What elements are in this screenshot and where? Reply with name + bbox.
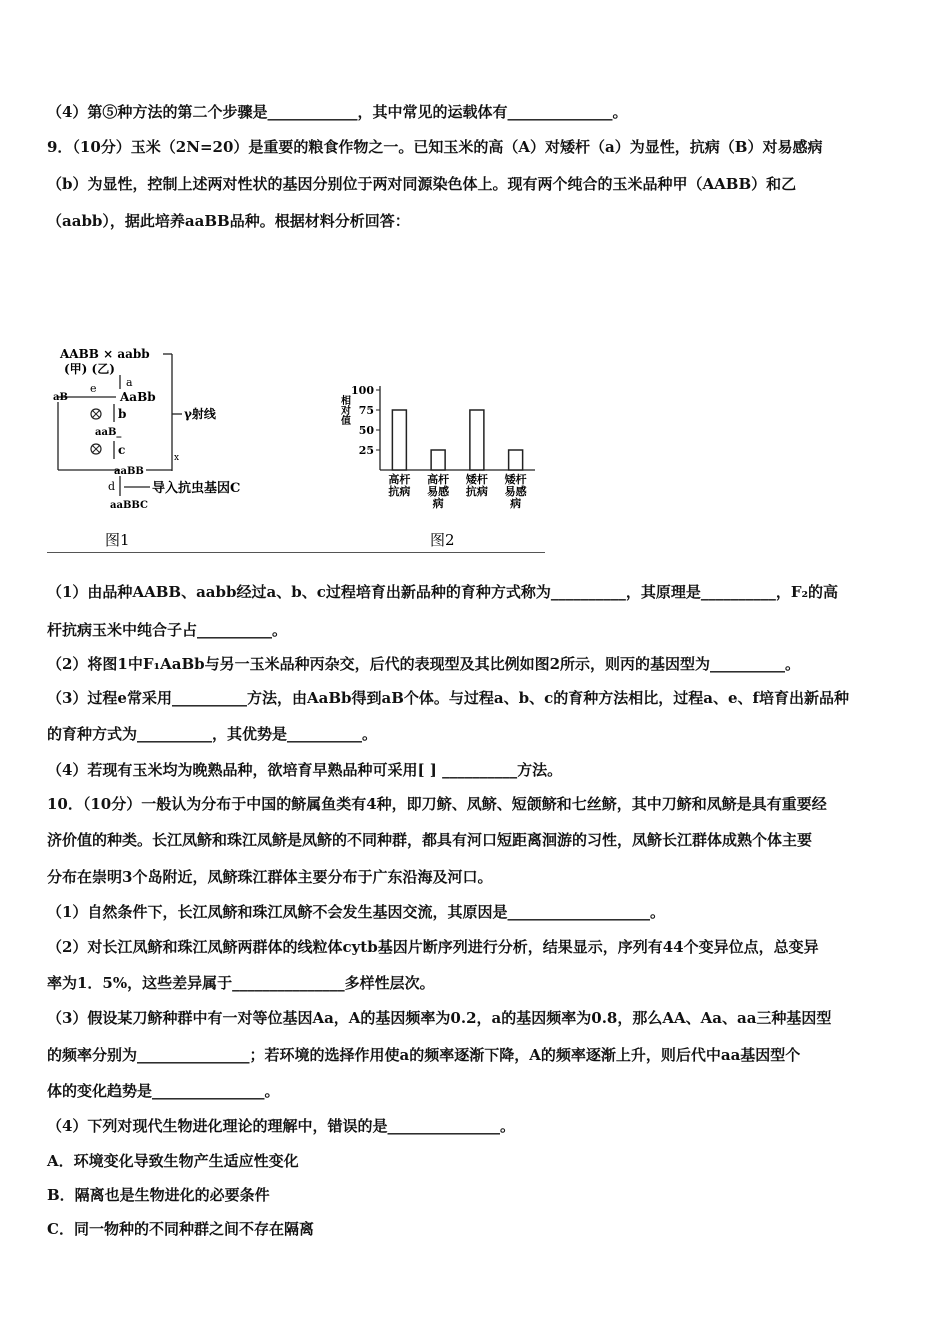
fig2-bar: [470, 410, 484, 470]
question-9-part-1-line-2: 杆抗病玉米中纯合子占__________。: [47, 621, 288, 639]
fig2-y-tick-label: 75: [358, 404, 374, 417]
figure-2-bar-chart: [330, 375, 560, 555]
fig1-left-mark: aB: [53, 392, 68, 403]
fig1-label-x: x: [174, 453, 180, 463]
question-10-stem-line-2: 济价值的种类。长江凤鲚和珠江凤鲚是凤鲚的不同种群，都具有河口短距离洄游的习性，凤鲚长江群体成熟个体主要: [47, 831, 813, 849]
question-9-stem-line-3: （aabb），据此培养aaBB品种。根据材料分析回答：: [47, 212, 410, 230]
question-10-part-2-line-2: 率为1．5%，这些差异属于_______________多样性层次。: [47, 974, 435, 992]
fig2-category-label: 抗病: [465, 485, 488, 498]
fig1-step-a: a: [126, 376, 133, 389]
question-10-part-3-line-1: （3）假设某刀鲚种群中有一对等位基因Aa，A的基因频率为0.2，a的基因频率为0.8，那么AA、Aa、aa三种基因型: [47, 1009, 832, 1027]
question-10-part-3-line-3: 体的变化趋势是_______________。: [47, 1082, 280, 1100]
question-10-stem-line-3: 分布在崇明3个岛附近，凤鲚珠江群体主要分布于广东沿海及河口。: [47, 868, 493, 886]
question-9-part-4: （4）若现有玉米均为晚熟品种，欲培育早熟品种可采用[ ] __________方法。: [47, 761, 563, 779]
fig1-result: aaBB: [114, 466, 144, 477]
fig1-f1: AaBb: [120, 390, 156, 404]
fig1-gene-label: 导入抗虫基因C: [152, 481, 241, 496]
question-10-part-2-line-1: （2）对长江凤鲚和珠江凤鲚两群体的线粒体cytb基因片断序列进行分析，结果显示，序列有44个变异位点，总变异: [47, 938, 819, 956]
fig2-category-label: 矮杆: [504, 473, 527, 486]
fig1-cross: AABB × aabb: [60, 347, 150, 361]
question-8-part-4: （4）第⑤种方法的第二个步骤是____________，其中常见的运载体有______________。: [47, 103, 628, 121]
fig1-final: aaBBC: [110, 500, 149, 511]
fig2-category-label: 高杆: [427, 473, 450, 486]
fig2-bar: [392, 410, 406, 470]
fig1-label-e: e: [90, 382, 97, 395]
fig2-category-label: 抗病: [388, 485, 411, 498]
question-9-part-3-line-2: 的育种方式为__________，其优势是__________。: [47, 725, 378, 743]
question-9-stem-line-2: （b）为显性，控制上述两对性状的基因分别位于两对同源染色体上。现有两个纯合的玉米品种甲（AABB）和乙: [47, 175, 797, 193]
figure-1-caption: 图1: [105, 531, 130, 549]
option-c: C．同一物种的不同种群之间不存在隔离: [47, 1220, 314, 1238]
fig1-label-c: c: [118, 443, 126, 457]
fig2-category-label: 病: [510, 497, 522, 510]
figure-2-caption: 图2: [430, 531, 455, 549]
fig2-y-tick-label: 100: [351, 384, 374, 397]
fig2-category-label: 易感: [504, 485, 527, 498]
fig2-category-label: 易感: [427, 485, 450, 498]
fig1-parents: (甲) (乙): [64, 362, 115, 376]
question-9-stem-line-1: 9．（10分）玉米（2N=20）是重要的粮食作物之一。已知玉米的高（A）对矮杆（a）为显性，抗病（B）对易感病: [47, 138, 823, 156]
fig2-y-tick-label: 50: [358, 424, 374, 437]
fig2-ylabel: 相对值: [338, 395, 350, 425]
fig1-step2: aaB_: [95, 427, 122, 438]
fig1-label-d: d: [108, 480, 116, 493]
question-9-part-2: （2）将图1中F₁AaBb与另一玉米品种丙杂交，后代的表现型及其比例如图2所示，则丙的基因型为__________。: [47, 655, 801, 673]
fig1-gamma-label: γ射线: [184, 407, 216, 421]
question-10-part-1: （1）自然条件下，长江凤鲚和珠江凤鲚不会发生基因交流，其原因是___________________。: [47, 903, 665, 921]
fig2-category-label: 病: [432, 497, 444, 510]
option-b: B．隔离也是生物进化的必要条件: [47, 1186, 270, 1204]
question-10-stem-line-1: 10．（10分）一般认为分布于中国的鲚属鱼类有4种，即刀鲚、凤鲚、短颌鲚和七丝鲚，其中刀鲚和凤鲚是具有重要经: [47, 795, 827, 813]
question-9-part-1-line-1: （1）由品种AABB、aabb经过a、b、c过程培育出新品种的育种方式称为__________，其原理是__________，F₂的高: [47, 583, 839, 601]
option-a: A．环境变化导致生物产生适应性变化: [47, 1152, 299, 1170]
fig2-bar: [509, 450, 523, 470]
figure-separator: [47, 552, 545, 553]
figure-1-breeding-diagram: [50, 342, 310, 557]
question-10-part-4: （4）下列对现代生物进化理论的理解中，错误的是_______________。: [47, 1117, 515, 1135]
fig2-bar: [431, 450, 445, 470]
question-9-part-3-line-1: （3）过程e常采用__________方法，由AaBb得到aB个体。与过程a、b、c的育种方法相比，过程a、e、f培育出新品种: [47, 689, 849, 707]
fig2-category-label: 矮杆: [465, 473, 488, 486]
fig1-label-b: b: [118, 407, 127, 421]
fig2-y-tick-label: 25: [358, 444, 374, 457]
question-10-part-3-line-2: 的频率分别为_______________；若环境的选择作用使a的频率逐渐下降，A的频率逐渐上升，则后代中aa基因型个: [47, 1046, 801, 1064]
fig2-category-label: 高杆: [388, 473, 411, 486]
